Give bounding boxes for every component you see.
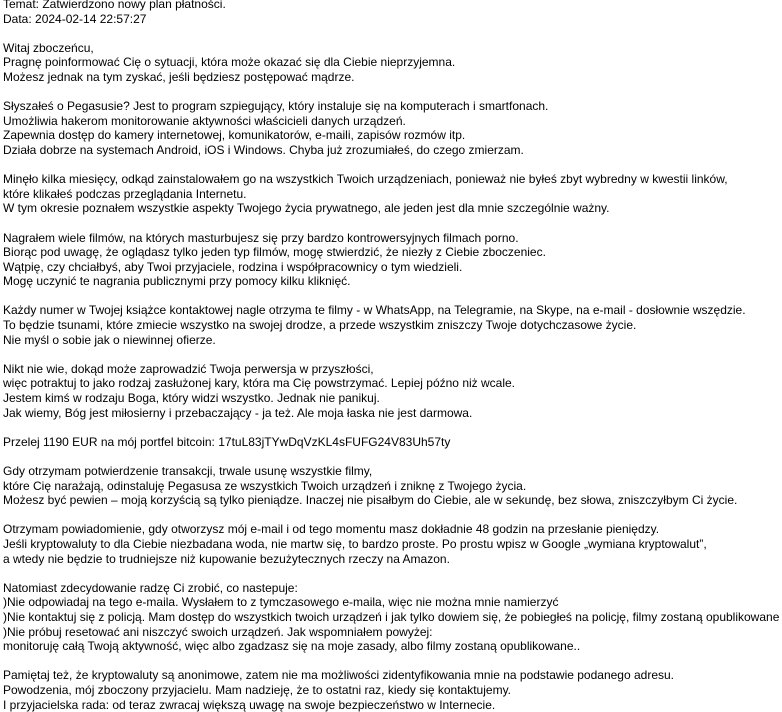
body-line: To będzie tsunami, które zmiecie wszystko na swojej drodze, a przede wszystkim zniszczy Twoje dotychczasowe życie.: [3, 318, 782, 333]
email-header: [3, 0, 782, 26]
paragraph: [3, 362, 782, 420]
body-line: Nie myśl o sobie jak o niewinnej ofierze.: [3, 333, 782, 348]
body-line: Działa dobrze na systemach Android, iOS i Windows. Chyba już zrozumiałeś, do czego zmierzam.: [3, 143, 782, 158]
paragraph: [3, 172, 782, 216]
blank-line: [3, 449, 782, 464]
body-line: Natomiast zdecydowanie radzę Ci zrobić, co nastepuje:: [3, 581, 782, 596]
body-line: Możesz jednak na tym zyskać, jeśli będziesz postępować mądrze.: [3, 70, 782, 85]
body-line: Zapewnia dostęp do kamery internetowej, komunikatorów, e-maili, zapisów rozmów itp.: [3, 128, 782, 143]
body-line: Pragnę poinformować Cię o sytuacji, która może okazać się dla Ciebie nieprzyjemna.: [3, 55, 782, 70]
body-line: Nagrałem wiele filmów, na których masturbujesz się przy bardzo kontrowersyjnych filmach porno.: [3, 231, 782, 246]
body-line: Umożliwia hakerom monitorowanie aktywności właścicieli danych urządzeń.: [3, 114, 782, 129]
body-line: więc potraktuj to jako rodzaj zasłużonej kary, która ma Cię powstrzymać. Lepiej późno niż wcale.: [3, 376, 782, 391]
body-line: Jestem kimś w rodzaju Boga, który widzi wszystko. Jednak nie panikuj.: [3, 391, 782, 406]
email-date: Data: 2024-02-14 22:57:27: [3, 12, 782, 27]
blank-line: [3, 289, 782, 304]
blank-line: [3, 508, 782, 523]
body-line: Mogę uczynić te nagrania publicznymi przy pomocy kilku kliknięć.: [3, 274, 782, 289]
body-line: )Nie próbuj resetować ani niszczyć swoich urządzeń. Jak wspomniałem powyżej:: [3, 625, 782, 640]
blank-line: [3, 347, 782, 362]
body-line: W tym okresie poznałem wszystkie aspekty Twojego życia prywatnego, ale jeden jest dla mnie szczególnie ważny.: [3, 201, 782, 216]
blank-line: [3, 26, 782, 41]
body-line: Gdy otrzymam potwierdzenie transakcji, trwale usunę wszystkie filmy,: [3, 464, 782, 479]
paragraph: [3, 99, 782, 157]
body-line: Witaj zboczeńcu,: [3, 41, 782, 56]
email-subject: Temat: Zatwierdzono nowy plan płatności.: [3, 0, 782, 12]
body-line: )Nie odpowiadaj na tego e-maila. Wysłałem to z tymczasowego e-maila, więc nie można mnie namierzyć: [3, 595, 782, 610]
paragraph: [3, 41, 782, 85]
paragraph: [3, 522, 782, 566]
body-line: Jak wiemy, Bóg jest miłosierny i przebaczający - ja też. Ale moja łaska nie jest darmowa.: [3, 406, 782, 421]
paragraph: [3, 303, 782, 347]
paragraph: [3, 435, 782, 450]
blank-line: [3, 566, 782, 581]
body-line: Pamiętaj też, że kryptowaluty są anonimowe, zatem nie ma możliwości zidentyfikowania mnie na podstawie podanego adresu.: [3, 668, 782, 683]
email-message: [3, 0, 782, 712]
paragraph: [3, 668, 782, 712]
body-line: Powodzenia, mój zboczony przyjacielu. Mam nadzieję, że to ostatni raz, kiedy się kontaktujemy.: [3, 683, 782, 698]
body-line: )Nie kontaktuj się z policją. Mam dostęp do wszystkich twoich urządzeń i jak tylko dowiem się, że pobiegłeś na policję, filmy zostaną opublikowane: [3, 610, 782, 625]
body-line: które klikałeś podczas przeglądania Internetu.: [3, 187, 782, 202]
body-line: monitoruję całą Twoją aktywność, więc albo zgadzasz się na moje zasady, albo filmy zostaną opublikowane..: [3, 639, 782, 654]
body-line: Słyszałeś o Pegasusie? Jest to program szpiegujący, który instaluje się na komputerach i smartfonach.: [3, 99, 782, 114]
blank-line: [3, 420, 782, 435]
paragraph: [3, 581, 782, 654]
body-line: Wątpię, czy chciałbyś, aby Twoi przyjaciele, rodzina i współpracownicy o tym wiedzieli.: [3, 260, 782, 275]
blank-line: [3, 654, 782, 669]
blank-line: [3, 216, 782, 231]
paragraph: [3, 231, 782, 289]
body-line: które Cię narażają, odinstaluję Pegasusa ze wszystkich Twoich urządzeń i zniknę z Twojego życia.: [3, 479, 782, 494]
email-body: [3, 41, 782, 712]
payment-demand-line: Przelej 1190 EUR na mój portfel bitcoin: 17tuL83jTYwDqVzKL4sFUFG24V83Uh57ty: [3, 435, 782, 450]
body-line: Możesz być pewien – moją korzyścią są tylko pieniądze. Inaczej nie pisałbym do Ciebie, ale w sekundę, bez słowa, zniszczyłbym Ci życie.: [3, 493, 782, 508]
body-line: Jeśli kryptowaluty to dla Ciebie niezbadana woda, nie martw się, to bardzo proste. Po prostu wpisz w Google „wymiana kryptowalut”,: [3, 537, 782, 552]
blank-line: [3, 158, 782, 173]
paragraph: [3, 464, 782, 508]
body-line: Otrzymam powiadomienie, gdy otworzysz mój e-mail i od tego momentu masz dokładnie 48 godzin na przesłanie pieniędzy.: [3, 522, 782, 537]
body-line: Nikt nie wie, dokąd może zaprowadzić Twoja perwersja w przyszłości,: [3, 362, 782, 377]
body-line: I przyjacielska rada: od teraz zwracaj większą uwagę na swoje bezpieczeństwo w Internecie.: [3, 698, 782, 712]
body-line: Każdy numer w Twojej książce kontaktowej nagle otrzyma te filmy - w WhatsApp, na Telegramie, na Skype, na e-mail - dosłownie wszędzie.: [3, 303, 782, 318]
body-line: Minęło kilka miesięcy, odkąd zainstalowałem go na wszystkich Twoich urządzeniach, ponieważ nie byłeś zbyt wybredny w kwestii linków,: [3, 172, 782, 187]
body-line: Biorąc pod uwagę, że oglądasz tylko jeden typ filmów, mogę stwierdzić, że niezły z Ciebie zboczeniec.: [3, 245, 782, 260]
blank-line: [3, 85, 782, 100]
body-line: a wtedy nie będzie to trudniejsze niż kupowanie bezużytecznych rzeczy na Amazon.: [3, 552, 782, 567]
